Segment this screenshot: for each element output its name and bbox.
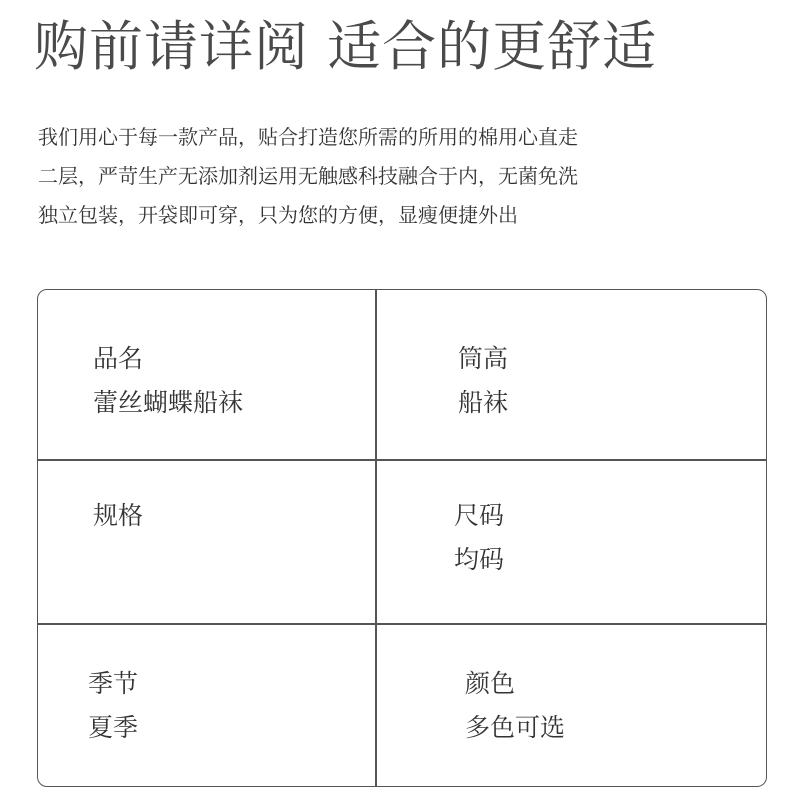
spec-label: 筒高 [458,344,509,373]
spec-label: 颜色 [465,669,516,698]
spec-cell-specification [93,494,143,538]
spec-value: 多色可选 [465,713,566,742]
intro-line: 我们用心于每一款产品，贴合打造您所需的所用的棉用心直走 [38,125,578,149]
spec-value: 船袜 [458,388,509,417]
spec-value: 蕾丝蝴蝶船袜 [93,388,244,417]
page-title: 购前请详阅 适合的更舒适 [34,15,658,78]
intro-paragraph [38,118,758,235]
table-divider-horizontal [38,623,766,625]
spec-label: 品名 [93,344,144,373]
spec-cell-color [465,662,565,750]
intro-line: 独立包装，开袋即可穿，只为您的方便，显瘦便捷外出 [38,203,518,227]
intro-line: 二层，严苛生产无添加剂运用无触感科技融合于内，无菌免洗 [38,164,578,188]
spec-value: 均码 [454,545,505,574]
spec-cell-season [88,662,138,750]
table-divider-horizontal [38,459,766,461]
spec-label: 规格 [93,501,144,530]
spec-value: 夏季 [88,713,139,742]
spec-table [37,289,767,787]
spec-label: 季节 [88,669,139,698]
spec-cell-size [454,494,504,582]
table-divider-vertical [375,290,377,786]
spec-cell-product-name [93,337,243,425]
spec-label: 尺码 [454,501,505,530]
spec-cell-tube-height [458,337,508,425]
